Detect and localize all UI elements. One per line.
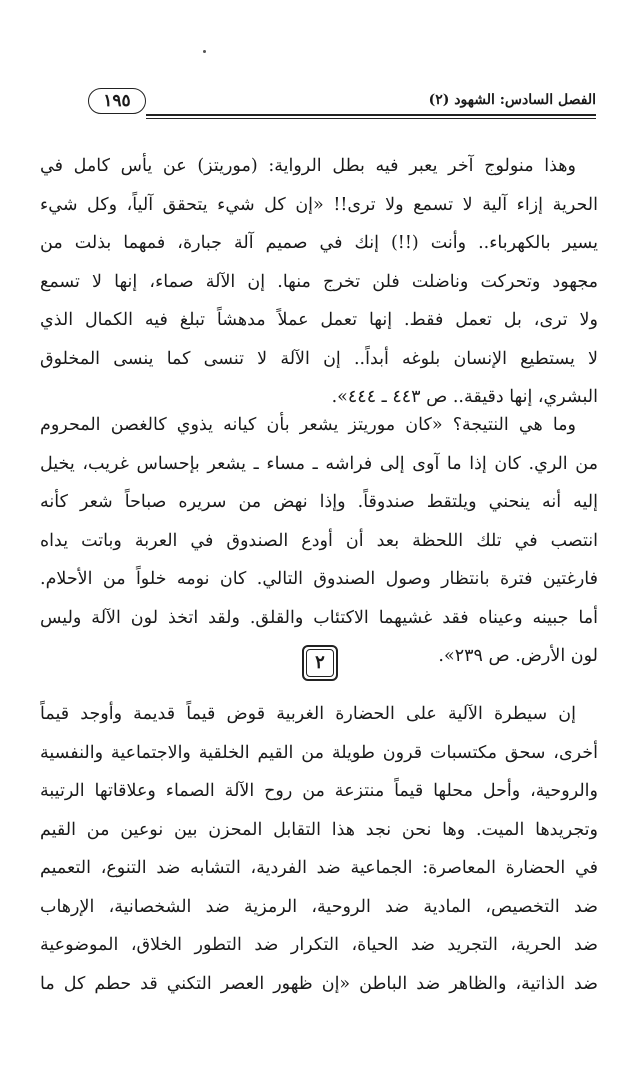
running-title: الفصل السادس: الشهود (٢) [428, 92, 596, 108]
paragraph-machine-values [40, 695, 598, 1003]
section-number: ٢ [306, 649, 334, 677]
paragraph-line: لا يستطيع الإنسان بلوغه أبداً.. إن الآلة لا تنسى كما ينسى المخلوق [40, 348, 598, 369]
paragraph-line: وهذا منولوج آخر يعبر فيه بطل الرواية: (موريتز) عن يأس كامل في [40, 156, 576, 176]
paragraph-line: مجهود وتحركت وناضلت فلن تخرج منها. إن الآلة صماء، إنها لا تسمع [40, 271, 598, 292]
paragraph-line: انتصب في تلك اللحظة بعد أن أودع الصندوق في العربة وباتت يداه [40, 530, 598, 551]
page-number-badge: ١٩٥ [88, 88, 146, 114]
paragraph-line: في الحضارة المعاصرة: الجماعية ضد الفردية، التشابه ضد التنوع، التعميم [40, 858, 598, 878]
paragraph-line: أما جبينه وعيناه فقد غشيهما الاكتئاب والقلق. ولقد اتخذ لون الآلة وليس [40, 607, 598, 628]
paragraph-line: إن سيطرة الآلية على الحضارة الغربية قوض قيماً قديمة وأوجد قيماً [40, 704, 576, 724]
paragraph-line: من الري. كان إذا ما آوى إلى فراشه ـ مساء ـ يشعر بإحساس غريب، يخيل [40, 453, 598, 474]
header-rule-thin [146, 118, 596, 119]
paragraph-line: فارغتين فترة بانتظار وصول الصندوق التالي. كان نومه خلواً من الأحلام. [40, 569, 598, 589]
paragraph-line: إليه أنه ينحني ويلتقط صندوقاً. وإذا نهض من سريره صباحاً شعر كأنه [40, 492, 598, 512]
paragraph-line: والروحية، وأحل محلها قيماً منتزعة من روح الآلة الصماء وعلاقاتها الرتيبة [40, 781, 598, 801]
print-speck [203, 50, 206, 53]
paragraph-line: ضد التخصيص، المادية ضد الروحية، الرمزية ضد الشخصانية، الإرهاب [40, 896, 598, 917]
paragraph-line: الحرية إزاء آلية لا تسمع ولا ترى!! «إن كل شيء يتحقق آلياً، وكل شيء [40, 194, 598, 215]
paragraph-line: وما هي النتيجة؟ «كان موريتز يشعر بأن كيانه يذوي كالغصن المحروم [40, 415, 576, 435]
paragraph-line: أخرى، سحق مكتسبات قرون طويلة من القيم الخلقية والاجتماعية والنفسية [40, 742, 598, 763]
paragraph-line: ضد الحرية، التجريد ضد الحياة، التكرار ضد التطور الخلاق، الموضوعية [40, 935, 598, 955]
paragraph-line: لون الأرض. ص ٢٣٩». [438, 646, 598, 666]
paragraph-line: البشري، إنها دقيقة.. ص ٤٤٣ ـ ٤٤٤». [331, 387, 598, 407]
header-rule-thick [146, 114, 596, 116]
paragraph-line: ضد الذاتية، والظاهر ضد الباطن «إن ظهور العصر التكني قد حطم كل ما [40, 973, 598, 994]
paragraph-line: وتجريدها الميت. وها نحن نجد هذا التقابل المحزن بين نوعين من القيم [40, 819, 598, 840]
paragraph-result [40, 406, 598, 676]
page-header [88, 86, 596, 122]
section-number-frame [302, 645, 338, 681]
paragraph-monologue [40, 147, 598, 417]
paragraph-line: يسير بالكهرباء.. وأنت (!!) إنك في صميم آلة جبارة، فمهما بذلت من [40, 233, 598, 253]
paragraph-line: ولا ترى، بل تعمل فقط. إنها تعمل عملاً مدهشاً تبلغ فيه الكمال الذي [40, 310, 598, 330]
